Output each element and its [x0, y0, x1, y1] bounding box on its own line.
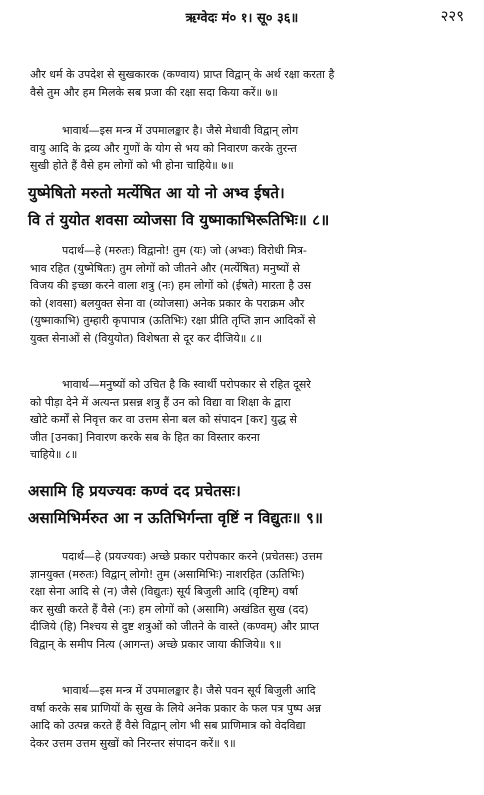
mantra-line: वि तं युयोत शवसा व्योजसा वि युष्माकाभिरूतिभिः॥ ८॥	[28, 211, 330, 229]
mantra-8	[28, 180, 468, 234]
text-line: को (शवसा) बलयुक्त सेना वा (व्योजसा) अनेक प्रकार के पराक्रम और	[30, 296, 305, 310]
text-line: ज्ञानयुक्त (मरुतः) विद्वान् लोगो! तुम (असामिभिः) नाशरहित (ऊतिभिः)	[30, 567, 305, 581]
running-header	[0, 8, 484, 28]
text-line: वैसे तुम और हम मिलके सब प्रजा की रक्षा सदा किया करें॥ ७॥	[30, 85, 278, 99]
bhavarth-paragraph-8	[30, 376, 460, 464]
text-line: खोटे कर्मों से निवृत्त कर वा उत्तम सेना बल को संपादन [कर] युद्ध से	[30, 413, 297, 426]
text-line: पदार्थ—हे (प्रयज्यवः) अच्छे प्रकार परोपकार करने (प्रचेतसः) उत्तम	[62, 550, 323, 563]
text-line: युक्त सेनाओं से (वियुयोत) विशेषता से दूर कर दीजिये॥ ८॥	[30, 331, 263, 345]
text-line: भाव रहित (युष्मेषितः) तुम लोगों को जीतने और (मर्त्येषित) मनुष्यों से	[30, 261, 300, 275]
text-line: चाहिये॥ ८॥	[30, 448, 78, 461]
text-line: रक्षा सेना आदि से (न) जैसे (विद्युतः) सूर्य बिजुली आदि (वृष्टिम्) वर्षा	[30, 585, 298, 598]
mantra-line: युष्मेषितो मरुतो मर्त्येषित आ यो नो अभ्व ईषते।	[28, 184, 285, 202]
text-line: भावार्थ—इस मन्त्र में उपमालङ्कार है। जैसे मेधावी विद्वान् लोग	[62, 124, 299, 137]
text-line: कर सुखी करते हैं वैसे (नः) हम लोगों को (असामि) अखंडित सुख (दद)	[30, 602, 309, 616]
mantra-line: असामि हि प्रयज्यवः कण्वं दद प्रचेतसः।	[28, 482, 241, 500]
text-line: वर्षा करके सब प्राणियों के सुख के लिये अनेक प्रकार के फल पत्र पुष्प अन्न	[30, 701, 321, 715]
header-title: ऋग्वेदः मं० १। सू० ३६॥	[185, 11, 299, 26]
text-line: विजय की इच्छा करने वाला शत्रु (नः) हम लोगों को (ईषते) मारता है उस	[30, 279, 312, 292]
text-line: जीत [उनका] निवारण करके सब के हित का विस्तार करना	[30, 430, 260, 444]
mantra-line: असामिभिर्मरुत आ न ऊतिभिर्गन्ता वृष्टिं न विद्युतः॥ ९॥	[28, 509, 324, 527]
mantra-9	[28, 478, 468, 532]
text-line: और धर्म के उपदेश से सुखकारक (कण्वाय) प्राप्त विद्वान् के अर्थ रक्षा करता है	[30, 68, 335, 81]
text-line: (युष्माकाभि) तुम्हारी कृपापात्र (ऊतिभिः) रक्षा प्रीति तृप्ति ज्ञान आदिकों से	[30, 314, 316, 327]
text-line: भावार्थ—मनुष्यों को उचित है कि स्वार्थी परोपकार से रहित दूसरे	[62, 378, 311, 391]
text-line: विद्वान् के समीप नित्य (आगन्त) अच्छे प्रकार जाया कीजिये॥ ९॥	[30, 637, 282, 651]
text-line: को पीड़ा देने में अत्यन्त प्रसन्न शत्रु हैं उन को विद्या वा शिक्षा के द्वारा	[30, 395, 291, 409]
continuation-paragraph	[30, 66, 460, 101]
bhavarth-paragraph-9	[30, 682, 460, 752]
text-line: पदार्थ—हे (मरुतः) विद्वानो! तुम (यः) जो (अभ्वः) विरोधी मित्र-	[62, 244, 307, 257]
text-line: दीजिये (हि) निश्चय से दुष्ट शत्रुओं को जीतने के वास्ते (कण्वम्) और प्राप्त	[30, 620, 319, 633]
padarth-paragraph-9	[30, 548, 460, 653]
bhavarth-paragraph-7	[30, 122, 460, 175]
text-line: भावार्थ—इस मन्त्र में उपमालङ्कार है। जैसे पवन सूर्य बिजुली आदि	[62, 684, 316, 697]
text-line: आदि को उत्पन्न करते हैं वैसे विद्वान् लोग भी सब प्राणिमात्र को वेदविद्या	[30, 719, 306, 732]
text-line: वायु आदि के द्रव्य और गुणों के योग से भय को निवारण करके तुरन्त	[30, 141, 297, 155]
text-line: सुखी होते हैं वैसे हम लोगों को भी होना चाहिये॥ ७॥	[30, 159, 234, 172]
padarth-paragraph-8	[30, 242, 460, 347]
page-number: २२९	[440, 7, 464, 25]
text-line: देकर उत्तम उत्तम सुखों को निरन्तर संपादन करें॥ ९॥	[30, 736, 236, 750]
